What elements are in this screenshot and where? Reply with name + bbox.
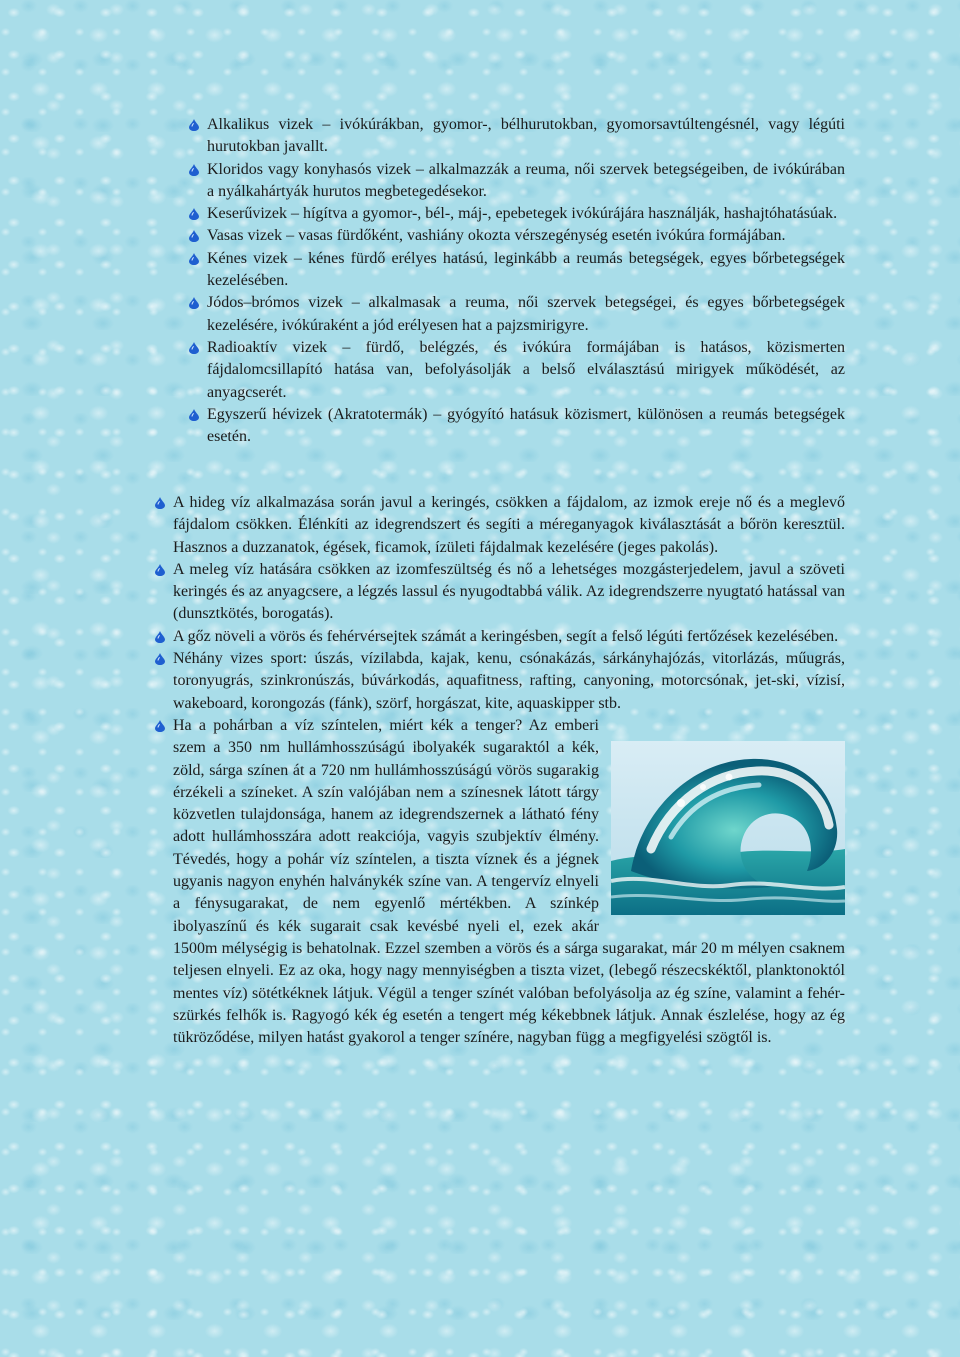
list-item [183,114,845,159]
list-item-text: A hideg víz alkalmazása során javul a keringés, csökken a fájdalom, az izmok ereje nő és a meglevő fájdalom csökken. Élénkíti az idegrendszert és segíti a méreganyagok kiválasztását a bőrön keresztül. Hasznos a duzzanatok, égések, ficamok, ízületi fájdalmak kezelésére (jeges pakolás). [173,494,845,556]
list-item [149,648,845,715]
water-effects-list [149,492,845,1049]
water-drop-bullet-icon [189,208,199,220]
list-item-text: Vasas vizek – vasas fürdőként, vashiány okozta vérszegénység esetén ivókúra formájában. [207,227,786,245]
water-drop-bullet-icon [189,164,199,176]
list-item [183,159,845,204]
list-item [149,492,845,559]
list-item-text: Radioaktív vizek – fürdő, belégzés, és ivókúra formájában is hatásos, közismerten fájdalomcsillapító hatása van, befolyásolják a belső elválasztású mirigyek működését, az anyagcserét. [207,338,845,401]
water-drop-bullet-icon [155,564,165,576]
water-drop-bullet-icon [155,720,165,732]
ocean-wave-image [611,741,845,915]
list-item-text: A meleg víz hatására csökken az izomfeszültség és nő a lehetséges mozgásterjedelem, javul a szöveti keringés és az anyagcsere, a légzés lassul és nyugodtabbá válik. Az idegrendszerre nyugtató hatással van (dunsztkötés, borogatás). [173,560,845,623]
water-drop-bullet-icon [189,230,199,242]
water-drop-bullet-icon [189,119,199,131]
list-item-text: Kloridos vagy konyhasós vizek – alkalmazzák a reuma, női szervek betegségeiben, de ivókúrában a nyálkahártyák hurutos megbetegedésekor. [207,160,845,200]
water-drop-bullet-icon [155,497,165,509]
water-drop-bullet-icon [189,342,199,354]
water-drop-bullet-icon [189,297,199,309]
water-drop-bullet-icon [189,253,199,265]
list-item [149,626,845,648]
list-item-text: Kénes vizek – kénes fürdő erélyes hatású, leginkább a reumás betegségek, egyes bőrbetegségek kezelésében. [207,249,845,290]
water-drop-bullet-icon [189,409,199,421]
water-drop-bullet-icon [155,653,165,665]
list-item-text: Néhány vizes sport: úszás, vízilabda, kajak, kenu, csónakázás, sárkányhajózás, vitorlázás, műugrás, toronyugrás, szinkronúszás, búvárkodás, aquafitness, rafting, canyoning, motorcsónak, jet-ski, vízisí, wakeboard, korongozás (fánk), szörf, horgászat, kite, aquaskipper stb. [173,650,845,712]
list-item-text: Alkalikus vizek – ivókúrákban, gyomor-, bélhurutokban, gyomorsavtúltengésnél, vagy légúti hurutokban javallt. [207,116,845,156]
list-item [183,292,845,337]
list-item-text: Jódos–brómos vizek – alkalmasak a reuma, női szervek betegségei, és egyes bőrbetegségek kezelésére, ivókúraként a jód erélyesen hat a pajzsmirigyre. [207,294,845,334]
list-item-text: Ha a pohárban a víz színtelen, miért kék a tenger? Az emberi szem a 350 nm hullámhosszúságú ibolyakék sugaraktól a kék, zöld, sárga színen át a 720 nm hullámhosszúságú vörös sugarakig érzékeli a színeket. A szín valójában nem a színesnek látott tárgy közvetlen tulajdonsága, hanem az idegrendszernek a látható fény adott hullámhosszára adott reakciója, vagyis szubjektív élmény. Tévedés, hogy a pohár víz színtelen, a tiszta víznek és a jégnek ugyanis nagyon enyhén halványkék színe van. A tengervíz elnyeli a fénysugarakat, de nem egyenlő mértékben. A színkép ibolyaszínű és kék sugarait csak kevésbé nyeli el, ezek akár 1500m mélységig is behatolnak. Ezzel szemben a vörös és a sárga sugarakat, már 20 m mélyen csaknem teljesen elnyeli. Ez az oka, hogy nagy mennyiségben a tiszta vizet, (lebegő részecskéktől, planktonoktól mentes víz) sötétkéknek látjuk. Végül a tenger színét valóban befolyásolja az ég színe, valamint a fehér-szürkés felhők is. Ragyogó kék ég esetén a tengert még kékebbnek látjuk. Annak észlelése, hogy az ég tükröződése, milyen hatást gyakorol a tenger színére, nagyban függ a megfigyelési szögtől is. [173,716,845,1047]
list-item-text: A gőz növeli a vörös és fehérvérsejtek számát a keringésben, segít a felső légúti fertőzések kezelésében. [173,627,839,645]
list-item-text: Keserűvizek – hígítva a gyomor-, bél-, máj-, epebetegek ivókúrájára használják, hashajtóhatásúak. [207,205,838,223]
list-item [183,404,845,449]
list-item [149,715,845,1049]
list-item-text: Egyszerű hévizek (Akratotermák) – gyógyító hatásuk közismert, különösen a reumás betegségek esetén. [207,405,845,446]
list-item [183,337,845,404]
water-drop-bullet-icon [155,631,165,643]
list-item [183,248,845,293]
list-item [149,559,845,626]
list-item [183,203,845,225]
list-item [183,225,845,247]
water-types-list [183,114,845,448]
